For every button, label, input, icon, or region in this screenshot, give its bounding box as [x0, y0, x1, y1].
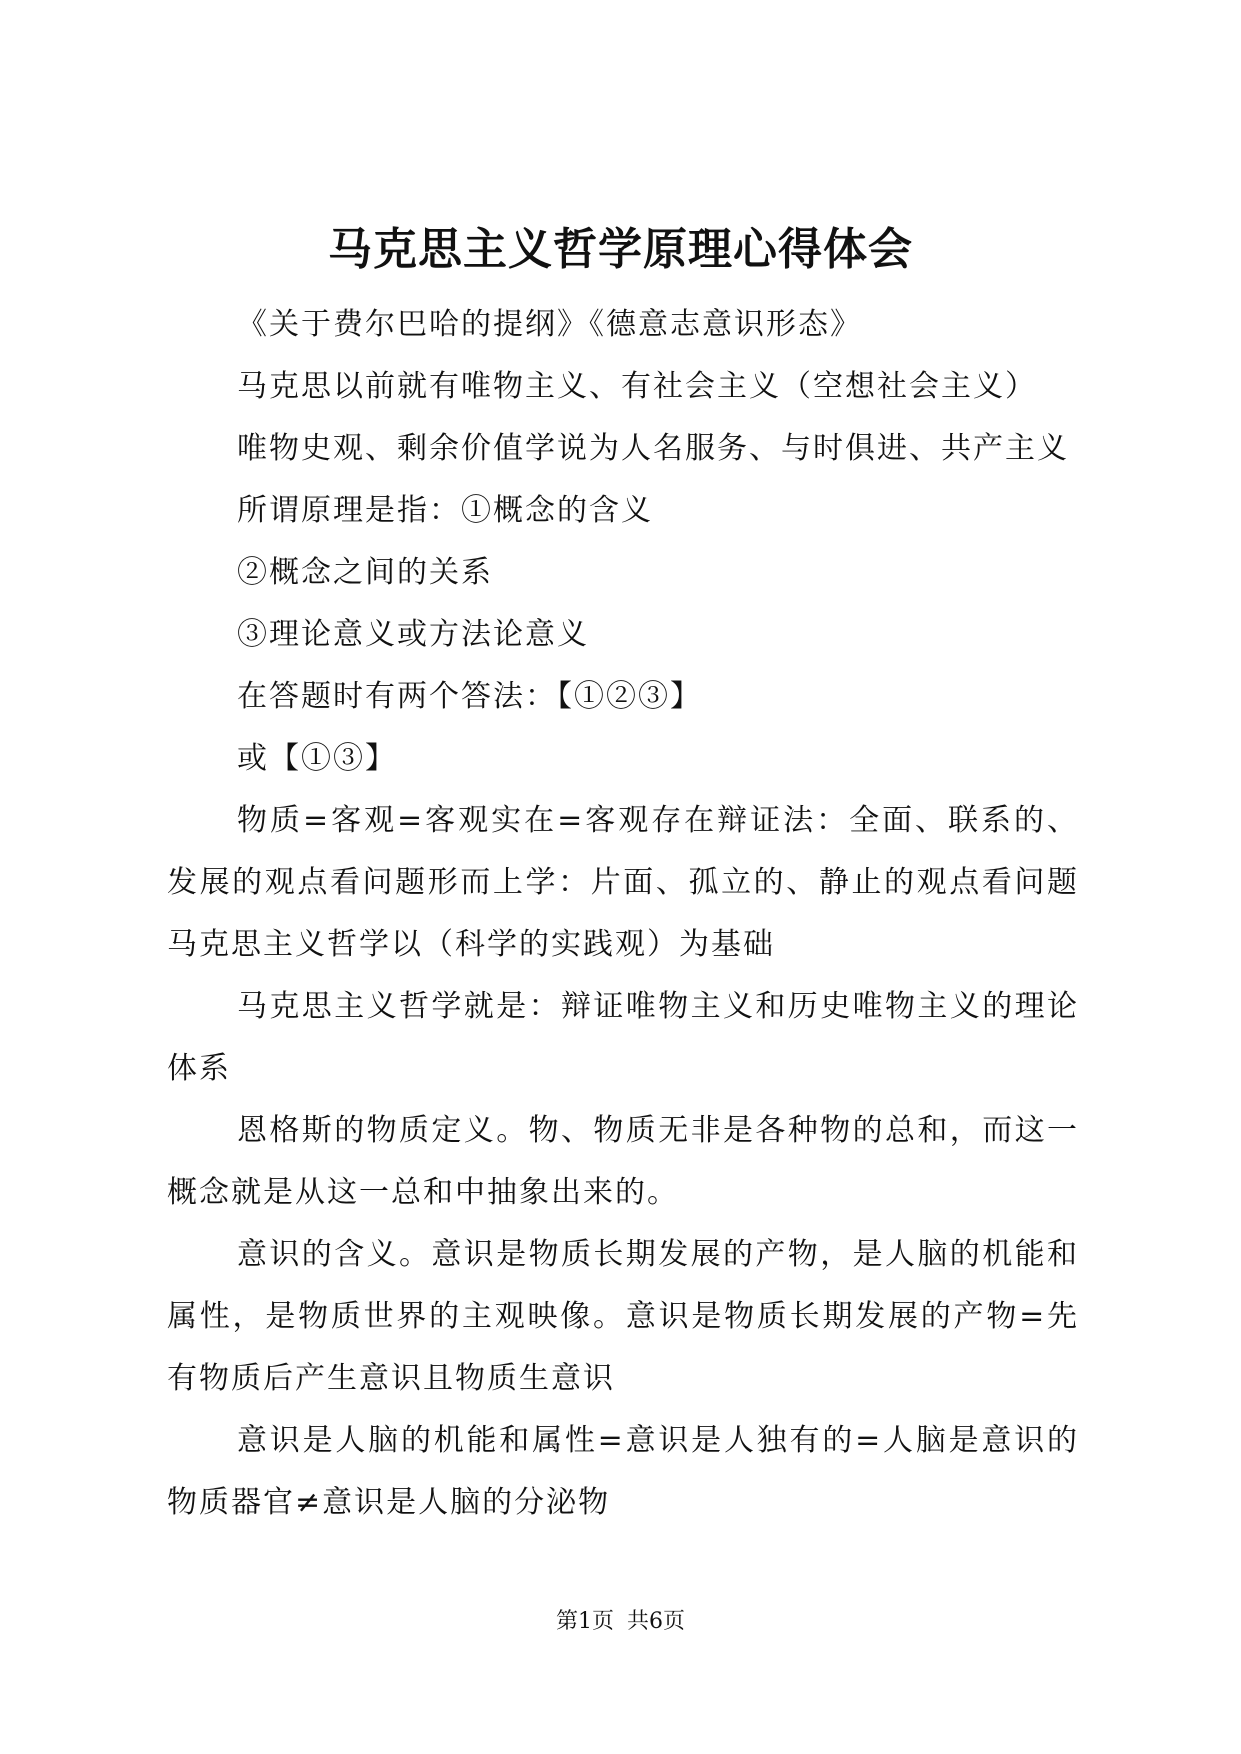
paragraph: 所谓原理是指：①概念的含义 — [237, 493, 653, 528]
paragraph: 马克思以前就有唯物主义、有社会主义（空想社会主义） — [237, 369, 1037, 404]
page-title: 马克思主义哲学原理心得体会 — [328, 224, 913, 275]
page-footer — [0, 1608, 1241, 1636]
paragraph: 在答题时有两个答法：【①②③】 — [237, 679, 702, 714]
paragraph: ③理论意义或方法论意义 — [237, 617, 589, 652]
paragraph: 意识是人脑的机能和属性=意识是人独有的=人脑是意识的物质器官≠意识是人脑的分泌物 — [167, 1423, 1079, 1520]
paragraph: 恩格斯的物质定义。物、物质无非是各种物的总和，而这一概念就是从这一总和中抽象出来的。 — [167, 1113, 1079, 1210]
paragraph: ②概念之间的关系 — [237, 555, 493, 590]
page-number: 第1页 — [556, 1609, 614, 1634]
paragraph: 马克思主义哲学就是：辩证唯物主义和历史唯物主义的理论体系 — [167, 989, 1079, 1086]
paragraph: 《关于费尔巴哈的提纲》《德意志意识形态》 — [237, 307, 862, 342]
paragraph: 或【①③】 — [237, 741, 397, 776]
paragraph: 物质=客观=客观实在=客观存在辩证法：全面、联系的、发展的观点看问题形而上学：片面、孤立的、静止的观点看问题马克思主义哲学以（科学的实践观）为基础 — [167, 803, 1079, 962]
document-body — [167, 294, 1079, 1534]
paragraph: 意识的含义。意识是物质长期发展的产物，是人脑的机能和属性，是物质世界的主观映像。意识是物质长期发展的产物=先有物质后产生意识且物质生意识 — [167, 1237, 1079, 1396]
page-total: 共6页 — [627, 1609, 685, 1634]
paragraph: 唯物史观、剩余价值学说为人名服务、与时俱进、共产主义 — [237, 431, 1069, 466]
